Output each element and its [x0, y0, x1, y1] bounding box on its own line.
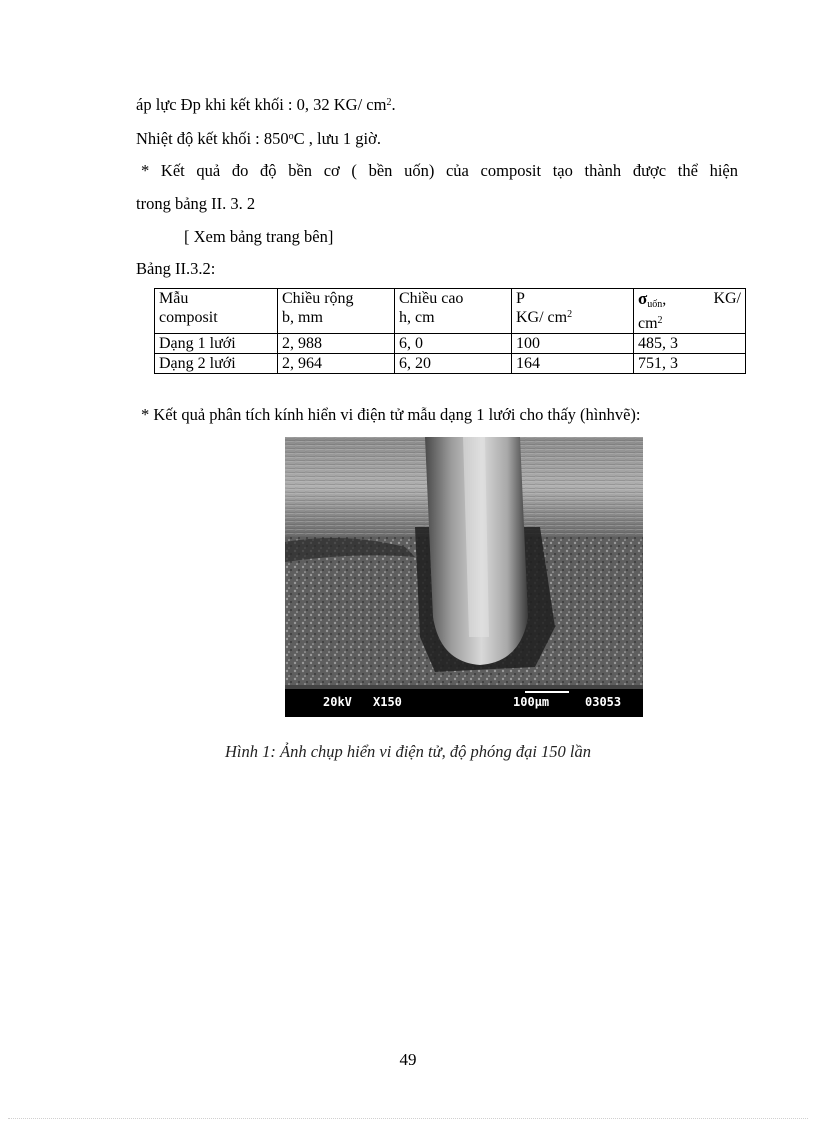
sigma-subscript: uốn: [647, 299, 663, 310]
table-cell: 751, 3: [634, 354, 746, 374]
header-sample: [155, 289, 278, 334]
header-height: [395, 289, 512, 334]
line-temperature-text: Nhiệt độ kết khối : 850: [136, 129, 289, 148]
header-text: Mẫu: [159, 290, 189, 307]
table-label: Bảng II.3.2:: [136, 259, 216, 278]
sem-intro: * Kết quả phân tích kính hiển vi điện tử mẫu dạng 1 lưới cho thấy (hìnhvẽ):: [141, 405, 641, 424]
superscript: 2: [567, 309, 573, 320]
line-result-intro: * Kết quả đo độ bền cơ ( bền uốn) của composit tạo thành được thể hiện: [141, 161, 738, 180]
header-unit: KG/ cm: [516, 309, 568, 326]
micrograph-info-bar: [285, 689, 643, 717]
table-cell: Dạng 2 lưới: [155, 354, 278, 374]
sigma-symbol: σ: [638, 289, 648, 308]
page-number: 49: [399, 1050, 417, 1069]
line-pressure: [136, 94, 738, 116]
header-sigma-symbol-group: [638, 289, 666, 314]
page-divider: [8, 1118, 808, 1119]
table-cell: Dạng 1 lưới: [155, 334, 278, 354]
figure-caption: Hình 1: Ảnh chụp hiển vi điện tử, độ phóng đại 150 lần: [225, 742, 591, 761]
header-text: Chiều rộng: [282, 290, 354, 307]
table-cell: 164: [512, 354, 634, 374]
header-text: h, cm: [399, 309, 435, 326]
header-pressure: [512, 289, 634, 334]
table-cell: 6, 0: [395, 334, 512, 354]
comma: ,: [662, 291, 667, 308]
sem-micrograph: [285, 437, 643, 717]
table-cell: 2, 964: [278, 354, 395, 374]
scale-bar: [525, 691, 569, 693]
line-pressure-text: áp lực Đp khi kết khối : 0, 32 KG/ cm: [136, 95, 387, 114]
header-text: [638, 314, 741, 333]
header-sigma: [634, 289, 746, 334]
header-text: composit: [159, 309, 218, 326]
magnification-label: X150: [373, 695, 402, 709]
table-cell: 2, 988: [278, 334, 395, 354]
header-unit: KG/: [713, 290, 741, 307]
table-cell: 100: [512, 334, 634, 354]
line-end: .: [391, 95, 396, 114]
table-header-row: [155, 289, 746, 334]
line-table-ref: trong bảng II. 3. 2: [136, 194, 256, 213]
table-cell: 485, 3: [634, 334, 746, 354]
table-row: [155, 334, 746, 354]
superscript: 2: [657, 315, 663, 326]
header-sigma-line: [638, 289, 741, 314]
line-end: C , lưu 1 giờ.: [293, 129, 381, 148]
voltage-label: 20kV: [323, 695, 352, 709]
header-text: P: [516, 290, 525, 307]
table-cell: 6, 20: [395, 354, 512, 374]
header-width: [278, 289, 395, 334]
results-table: [154, 288, 746, 374]
header-text: [516, 308, 629, 327]
header-unit: cm: [638, 315, 658, 332]
superscript: 2: [386, 97, 392, 108]
degree-superscript: o: [288, 131, 294, 142]
scale-label: 100µm: [513, 695, 550, 709]
micrograph-image: [285, 437, 643, 689]
header-text: Chiều cao: [399, 290, 464, 307]
line-see-table: [ Xem bảng trang bên]: [184, 227, 334, 246]
image-code: 03053: [585, 695, 622, 709]
line-temperature: [136, 128, 738, 150]
table-row: [155, 354, 746, 374]
header-text: b, mm: [282, 309, 323, 326]
